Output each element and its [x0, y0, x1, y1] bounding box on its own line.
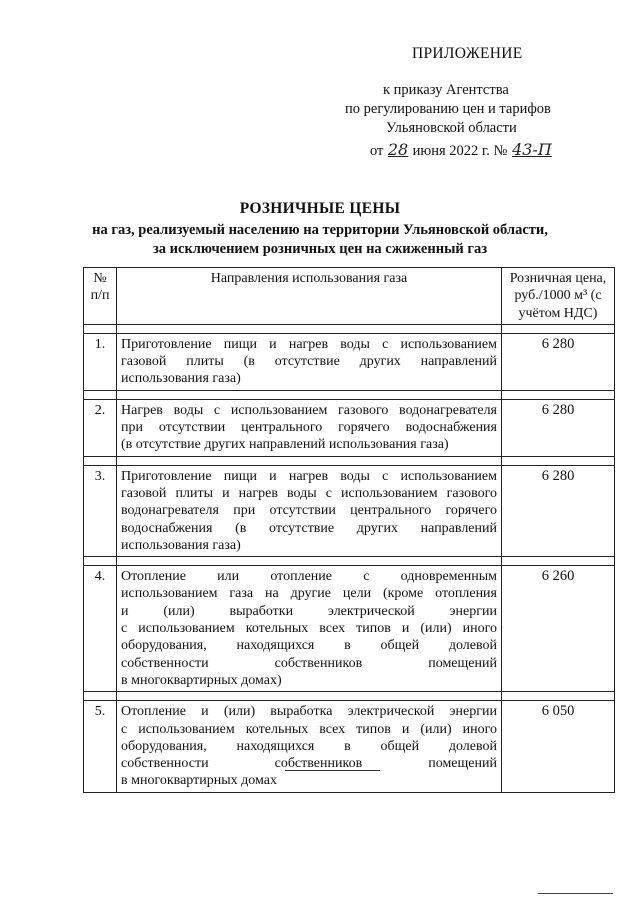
table-row: [84, 399, 615, 456]
row-number: 1.: [84, 333, 117, 390]
row-spacer: [84, 456, 615, 465]
row-spacer: [84, 557, 615, 566]
row-price: 6 280: [502, 333, 615, 390]
row-number: 2.: [84, 399, 117, 456]
row-direction: [117, 333, 502, 390]
table-row: [84, 465, 615, 556]
order-date-number: [370, 140, 553, 160]
order-prefix: от: [370, 143, 384, 159]
direction-line: (в отсутствие других направлений использования газа): [121, 437, 449, 453]
direction-line: газовой плиты (в отсутствие других направлений: [121, 354, 497, 370]
document-heading: [0, 200, 640, 259]
appendix-title: ПРИЛОЖЕНИЕ: [412, 45, 523, 62]
row-spacer: [84, 324, 615, 333]
direction-line: Приготовление пищи и нагрев воды с использованием: [121, 336, 497, 352]
row-direction: [117, 465, 502, 556]
appendix-agency-name: по регулированию цен и тарифов: [345, 101, 551, 117]
row-price: 6 280: [502, 399, 615, 456]
direction-line: Отопление и (или) выработка электрической энергии: [121, 704, 497, 720]
direction-line: в многоквартирных домах): [121, 672, 282, 688]
corner-mark: [538, 893, 613, 894]
price-table: [83, 267, 615, 793]
document-subtitle-line-2: за исключением розничных цен на сжиженный газ: [152, 241, 488, 257]
direction-line: оборудования, находящихся в общей долевой: [121, 638, 497, 654]
direction-line: с использованием котельных всех типов и (или) иного: [121, 721, 497, 737]
document-title: РОЗНИЧНЫЕ ЦЕНЫ: [239, 200, 401, 217]
appendix-region: Ульяновской области: [386, 120, 517, 136]
direction-line: использованием газа на другие цели (кроме отопления: [121, 586, 497, 602]
direction-line: Нагрев воды с использованием газового водонагревателя: [121, 402, 497, 418]
direction-line: в многоквартирных домах: [121, 773, 277, 789]
table-row: [84, 701, 615, 792]
row-direction: [117, 566, 502, 692]
price-table-header: [84, 268, 615, 325]
end-divider: [285, 770, 380, 771]
table-row: [84, 333, 615, 390]
row-number: 4.: [84, 566, 117, 692]
direction-line: водонагревателя при отсутствии центрального горячего: [121, 503, 497, 519]
direction-line: собственности собственников помещений: [121, 756, 497, 772]
row-number: 5.: [84, 701, 117, 792]
direction-line: и (или) выработки электрической энергии: [121, 603, 497, 619]
direction-line: с использованием котельных всех типов и (или) иного: [121, 621, 497, 637]
table-row: [84, 566, 615, 692]
direction-line: газовой плиты и нагрев воды с использованием газового: [121, 485, 497, 501]
direction-line: при отсутствии центрального горячего водоснабжения: [121, 420, 497, 436]
direction-line: собственности собственников помещений: [121, 655, 497, 671]
direction-line: водоснабжения (в отсутствие других направлений: [121, 520, 497, 536]
row-direction: [117, 399, 502, 456]
header-direction: Направления использования газа: [117, 268, 502, 325]
direction-line: оборудования, находящихся в общей долевой: [121, 738, 497, 754]
header-number: № п/п: [84, 268, 117, 325]
row-price: 6 260: [502, 566, 615, 692]
price-table-body: [84, 324, 615, 792]
order-month-year: июня 2022 г. №: [412, 143, 508, 159]
direction-line: использования газа): [121, 537, 241, 553]
row-price: 6 280: [502, 465, 615, 556]
order-day-handwritten: 28: [387, 140, 409, 159]
order-number-handwritten: 43-П: [512, 140, 552, 159]
direction-line: использования газа): [121, 371, 241, 387]
row-spacer: [84, 390, 615, 399]
header-price: Розничная цена, руб./1000 м³ (с учётом НДС): [502, 268, 615, 325]
row-direction: [117, 701, 502, 792]
row-price: 6 050: [502, 701, 615, 792]
row-spacer: [84, 692, 615, 701]
direction-line: Приготовление пищи и нагрев воды с использованием: [121, 468, 497, 484]
row-number: 3.: [84, 465, 117, 556]
appendix-order-ref: к приказу Агентства: [383, 82, 509, 98]
direction-line: Отопление или отопление с одновременным: [121, 569, 497, 585]
document-subtitle-line-1: на газ, реализуемый населению на территории Ульяновской области,: [92, 222, 548, 238]
appendix-block: [0, 0, 640, 160]
